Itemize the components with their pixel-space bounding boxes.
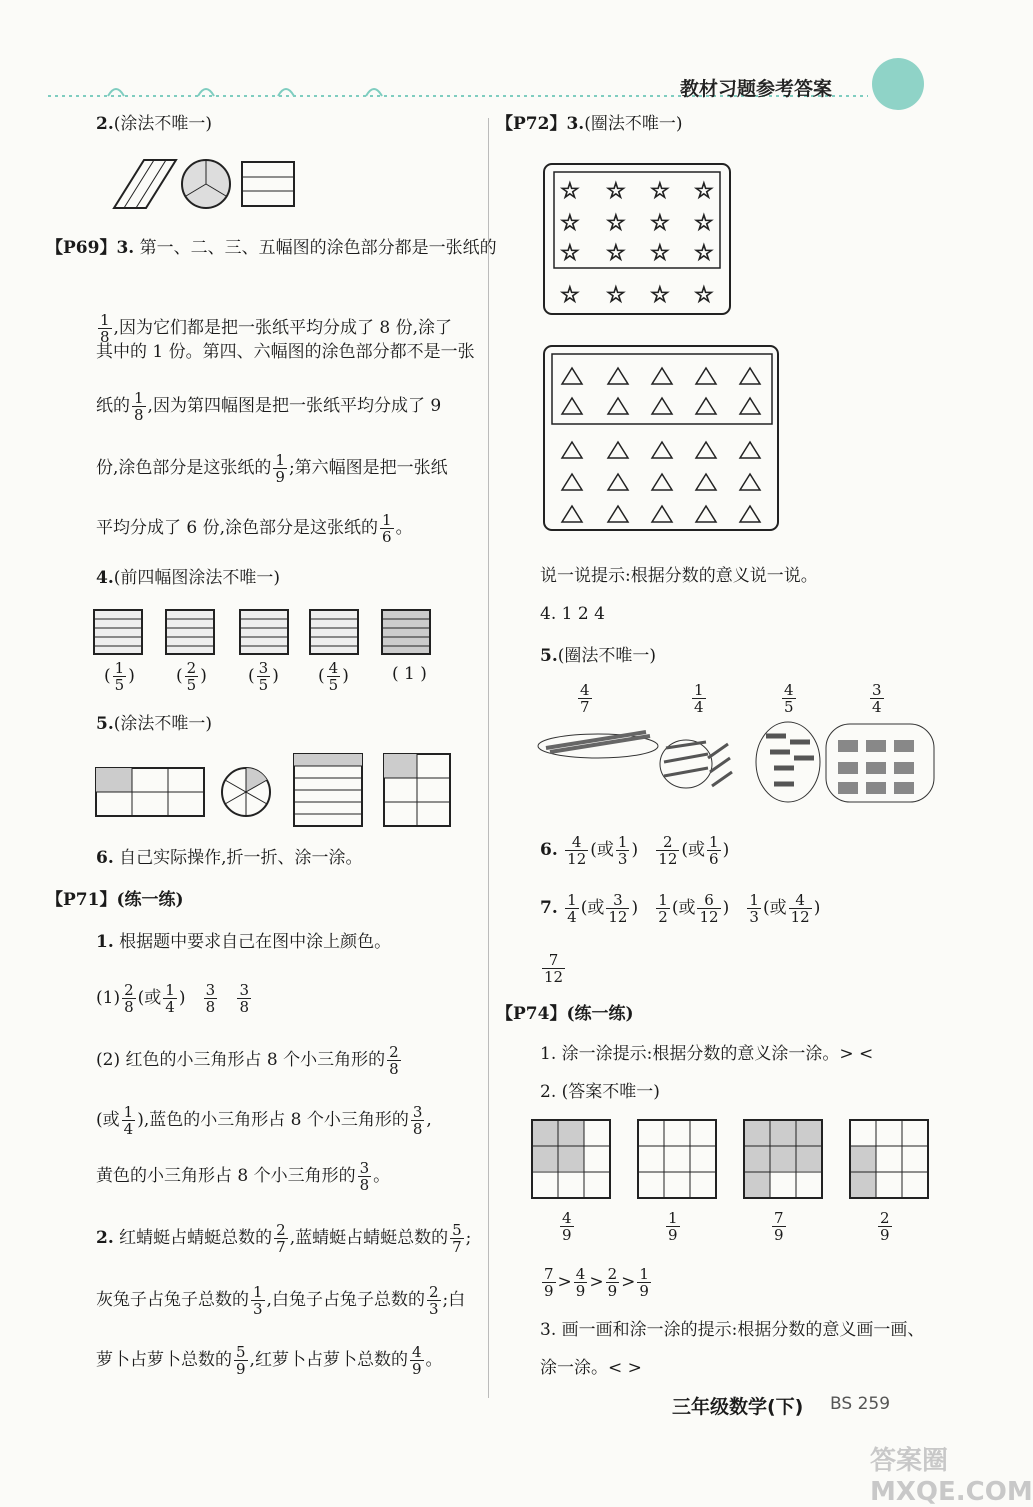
q2-figures <box>96 158 296 212</box>
p72-q4: 4. 1 2 4 <box>540 604 605 624</box>
rect-2x3 <box>384 754 450 826</box>
p74-q1: 1. 涂一涂提示:根据分数的意义涂一涂。> < <box>540 1044 874 1064</box>
p72-q6: 6. $\frac{4}{12}$ (或 $\frac{1}{3}$ ) $\frac{2}{12}$ (或 $\frac{1}{6}$ ) <box>540 833 730 868</box>
p71-tag: 【P71】(练一练) <box>46 890 184 910</box>
svg-text:☆: ☆ <box>694 241 714 266</box>
p74-tag: 【P74】(练一练) <box>496 1004 634 1024</box>
p72-q7: 7. $\frac{1}{4}$ (或 $\frac{3}{12}$ ) $\frac{1}{2}$ (或 $\frac{6}{12}$ ) $\frac{1}{3}$ (或 $\frac{4}{12}$ ) <box>540 891 821 926</box>
q6-line: 6. 自己实际操作,折一折、涂一涂。 <box>96 848 363 868</box>
q5-figures <box>94 750 464 830</box>
svg-text:☆: ☆ <box>560 211 580 236</box>
q5-frac-4: $\frac{3}{4}$ <box>872 681 882 716</box>
svg-text:☆: ☆ <box>650 241 670 266</box>
svg-text:☆: ☆ <box>694 179 714 204</box>
p69-line6: 平均分成了 6 份,涂色部分是这张纸的 $\frac{1}{6}$ 。 <box>96 511 413 546</box>
svg-text:☆: ☆ <box>560 283 580 308</box>
svg-text:☆: ☆ <box>606 283 626 308</box>
p72-tip: 说一说提示:根据分数的意义说一说。 <box>540 566 818 586</box>
p69-line4: 纸的 $\frac{1}{8}$ ,因为第四幅图是把一张纸平均分成了 9 <box>96 389 442 424</box>
svg-text:☆: ☆ <box>650 211 670 236</box>
p69-line1: 【P69】3. 第一、二、三、五幅图的涂色部分都是一张纸的 <box>46 238 497 258</box>
q4-answer-5: ( 1 ) <box>392 664 427 684</box>
q5-frac-3: $\frac{4}{5}$ <box>784 681 794 716</box>
p74-frac-2: $\frac{1}{9}$ <box>668 1209 678 1244</box>
p71-q1-2c: 黄色的小三角形占 8 个小三角形的 $\frac{3}{8}$ 。 <box>96 1159 391 1194</box>
p69-line5: 份,涂色部分是这张纸的 $\frac{1}{9}$ ;第六幅图是把一张纸 <box>96 451 448 486</box>
svg-text:☆: ☆ <box>650 179 670 204</box>
triangle-icons <box>562 368 760 522</box>
p74-order: $\frac{7}{9}$ > $\frac{4}{9}$ > $\frac{2}{9}$ > $\frac{1}{9}$ <box>544 1265 649 1300</box>
circle-6 <box>222 768 270 816</box>
p71-q2c: 萝卜占萝卜总数的 $\frac{5}{9}$ ,红萝卜占萝卜总数的 $\frac{4}{9}$ 。 <box>96 1343 443 1378</box>
column-divider <box>488 118 489 1398</box>
svg-text:☆: ☆ <box>694 283 714 308</box>
svg-text:☆: ☆ <box>606 211 626 236</box>
p72-q5: 5.(圈法不唯一) <box>540 646 657 666</box>
star-icons <box>560 179 714 308</box>
p74-grid-figures <box>530 1118 940 1200</box>
parallelogram-figure <box>114 160 176 208</box>
footer-grade: 三年级数学(下) <box>672 1396 804 1418</box>
p69-line2: $\frac{1}{8}$ ,因为它们都是把一张纸平均分成了 8 份,涂了 <box>100 311 452 346</box>
svg-text:☆: ☆ <box>560 179 580 204</box>
q4-answer-1: ( $\frac{1}{5}$ ) <box>104 659 135 694</box>
p74-q2: 2. (答案不唯一) <box>540 1082 660 1102</box>
q5-line: 5.(涂法不唯一) <box>96 714 213 734</box>
footer-page: BS 259 <box>830 1394 891 1414</box>
watermark: 答案圈 MXQE.COM <box>870 1446 1033 1507</box>
q5-frac-2: $\frac{1}{4}$ <box>694 681 704 716</box>
q5-frac-1: $\frac{4}{7}$ <box>580 681 590 716</box>
q4-answer-2: ( $\frac{2}{5}$ ) <box>176 659 207 694</box>
svg-text:☆: ☆ <box>606 241 626 266</box>
book-logo-icon <box>872 58 924 110</box>
p74-q3b: 涂一涂。< > <box>540 1358 642 1378</box>
p71-q2b: 灰兔子占兔子总数的 $\frac{1}{3}$ ,白兔子占兔子总数的 $\frac{2}{3}$ ;白 <box>96 1283 466 1318</box>
p71-q1: 1. 根据题中要求自己在图中涂上颜色。 <box>96 932 392 952</box>
q4-answer-4: ( $\frac{4}{5}$ ) <box>318 659 349 694</box>
rect-3x2 <box>96 768 204 816</box>
q2-line: 2.(涂法不唯一) <box>96 114 213 134</box>
p74-frac-1: $\frac{4}{9}$ <box>562 1209 572 1244</box>
q5-object-figures <box>536 718 946 804</box>
q4-answer-3: ( $\frac{3}{5}$ ) <box>248 659 279 694</box>
p72-line: 【P72】3.(圈法不唯一) <box>496 114 683 134</box>
p71-q1-1: (1) $\frac{2}{8}$ (或 $\frac{1}{4}$ ) $\frac{3}{8}$ $\frac{3}{8}$ <box>96 981 249 1016</box>
p71-q1-2b: (或 $\frac{1}{4}$ ),蓝色的小三角形占 8 个小三角形的 $\frac{3}{8}$ , <box>96 1103 432 1138</box>
p71-q2a: 2. 红蜻蜓占蜻蜓总数的 $\frac{2}{7}$ ,蓝蜻蜓占蜻蜓总数的 $\frac{5}{7}$ ; <box>96 1221 472 1256</box>
p72-figures <box>540 160 784 535</box>
svg-text:☆: ☆ <box>694 211 714 236</box>
svg-text:☆: ☆ <box>560 241 580 266</box>
rect-stripes <box>294 754 362 826</box>
circle-figure <box>182 160 230 208</box>
svg-text:☆: ☆ <box>650 283 670 308</box>
p74-frac-4: $\frac{2}{9}$ <box>880 1209 890 1244</box>
rectangle-figure <box>242 162 294 206</box>
p72-q7-extra: $\frac{7}{12}$ <box>544 951 564 986</box>
svg-text:☆: ☆ <box>606 179 626 204</box>
q4-figures <box>94 608 434 656</box>
header-title: 教材习题参考答案 <box>680 78 833 100</box>
p71-q1-2a: (2) 红色的小三角形占 8 个小三角形的 $\frac{2}{8}$ <box>96 1043 399 1078</box>
q4-line: 4.(前四幅图涂法不唯一) <box>96 568 281 588</box>
p69-line3: 其中的 1 份。第四、六幅图的涂色部分都不是一张 <box>96 342 475 362</box>
p74-q3a: 3. 画一画和涂一涂的提示:根据分数的意义画一画、 <box>540 1320 925 1340</box>
p74-frac-3: $\frac{7}{9}$ <box>774 1209 784 1244</box>
